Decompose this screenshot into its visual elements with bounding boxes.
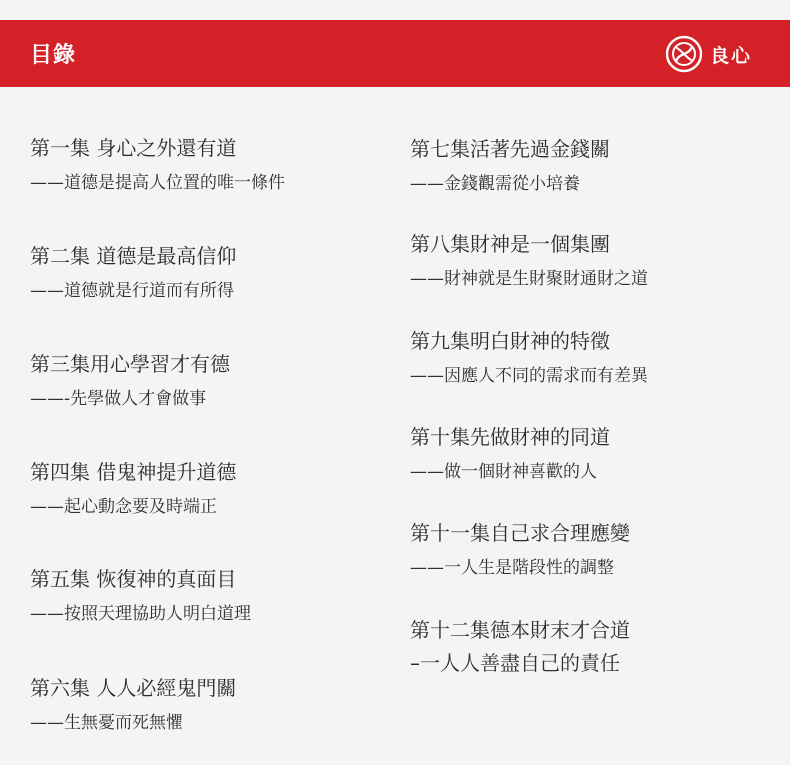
- top-strip: [0, 0, 790, 20]
- toc-entry-title: 第一集 身心之外還有道: [30, 136, 237, 160]
- toc-entry-title: 第十一集自己求合理應變: [410, 521, 630, 545]
- toc-entry-subtitle: –一人人善盡自己的責任: [410, 651, 620, 675]
- toc-entry-11: [410, 520, 790, 580]
- toc-entry-title: 第三集用心學習才有德: [30, 352, 230, 376]
- brand-text: 良心: [709, 44, 752, 67]
- toc-entry-subtitle: ——道德就是行道而有所得: [30, 281, 234, 301]
- toc-entry-title: 第六集 人人必經鬼門關: [30, 676, 237, 700]
- toc-entry-title: 第十集先做財神的同道: [410, 425, 610, 449]
- toc-entry-title: 第四集 借鬼神提升道德: [30, 460, 237, 484]
- toc-entry-2: [30, 243, 410, 303]
- toc-entry-1: [30, 135, 410, 195]
- toc-entry-title: 第九集明白財神的特徵: [410, 329, 610, 353]
- swirl-circle-logo-icon: [664, 34, 704, 74]
- toc-entry-subtitle: ——做一個財神喜歡的人: [410, 462, 597, 482]
- toc-entry-3: [30, 351, 410, 411]
- toc-entry-6: [30, 675, 410, 735]
- toc-entry-subtitle: ——-先學做人才會做事: [30, 389, 207, 409]
- toc-entry-title: 第七集活著先過金錢關: [410, 137, 610, 161]
- toc-entry-7: [410, 136, 790, 196]
- toc-entry-title: 第十二集德本財末才合道: [410, 618, 630, 642]
- toc-entry-subtitle: ——金錢觀需從小培養: [410, 174, 580, 194]
- toc-entry-subtitle: ——一人生是階段性的調整: [410, 558, 614, 578]
- header-bar: [0, 20, 790, 87]
- toc-entry-subtitle: ——起心動念要及時端正: [30, 497, 217, 517]
- toc-entry-5: [30, 566, 410, 626]
- toc-entry-title: 第八集財神是一個集團: [410, 232, 610, 256]
- toc-entry-4: [30, 459, 410, 519]
- toc-entry-subtitle: ——因應人不同的需求而有差異: [410, 366, 648, 386]
- toc-entry-subtitle: ——生無憂而死無懼: [30, 713, 183, 733]
- toc-entry-subtitle: ——按照天理協助人明白道理: [30, 604, 251, 624]
- toc-entry-12: [410, 617, 790, 675]
- brand-logo: [664, 34, 752, 74]
- toc-entry-title: 第二集 道德是最高信仰: [30, 244, 237, 268]
- toc-entry-title: 第五集 恢復神的真面目: [30, 567, 237, 591]
- toc-entry-9: [410, 328, 790, 388]
- toc-entry-subtitle: ——道德是提高人位置的唯一條件: [30, 173, 285, 193]
- page-title: 目錄: [30, 43, 77, 68]
- toc-entry-8: [410, 231, 790, 291]
- toc-entry-10: [410, 424, 790, 484]
- toc-entry-subtitle: ——財神就是生財聚財通財之道: [410, 269, 648, 289]
